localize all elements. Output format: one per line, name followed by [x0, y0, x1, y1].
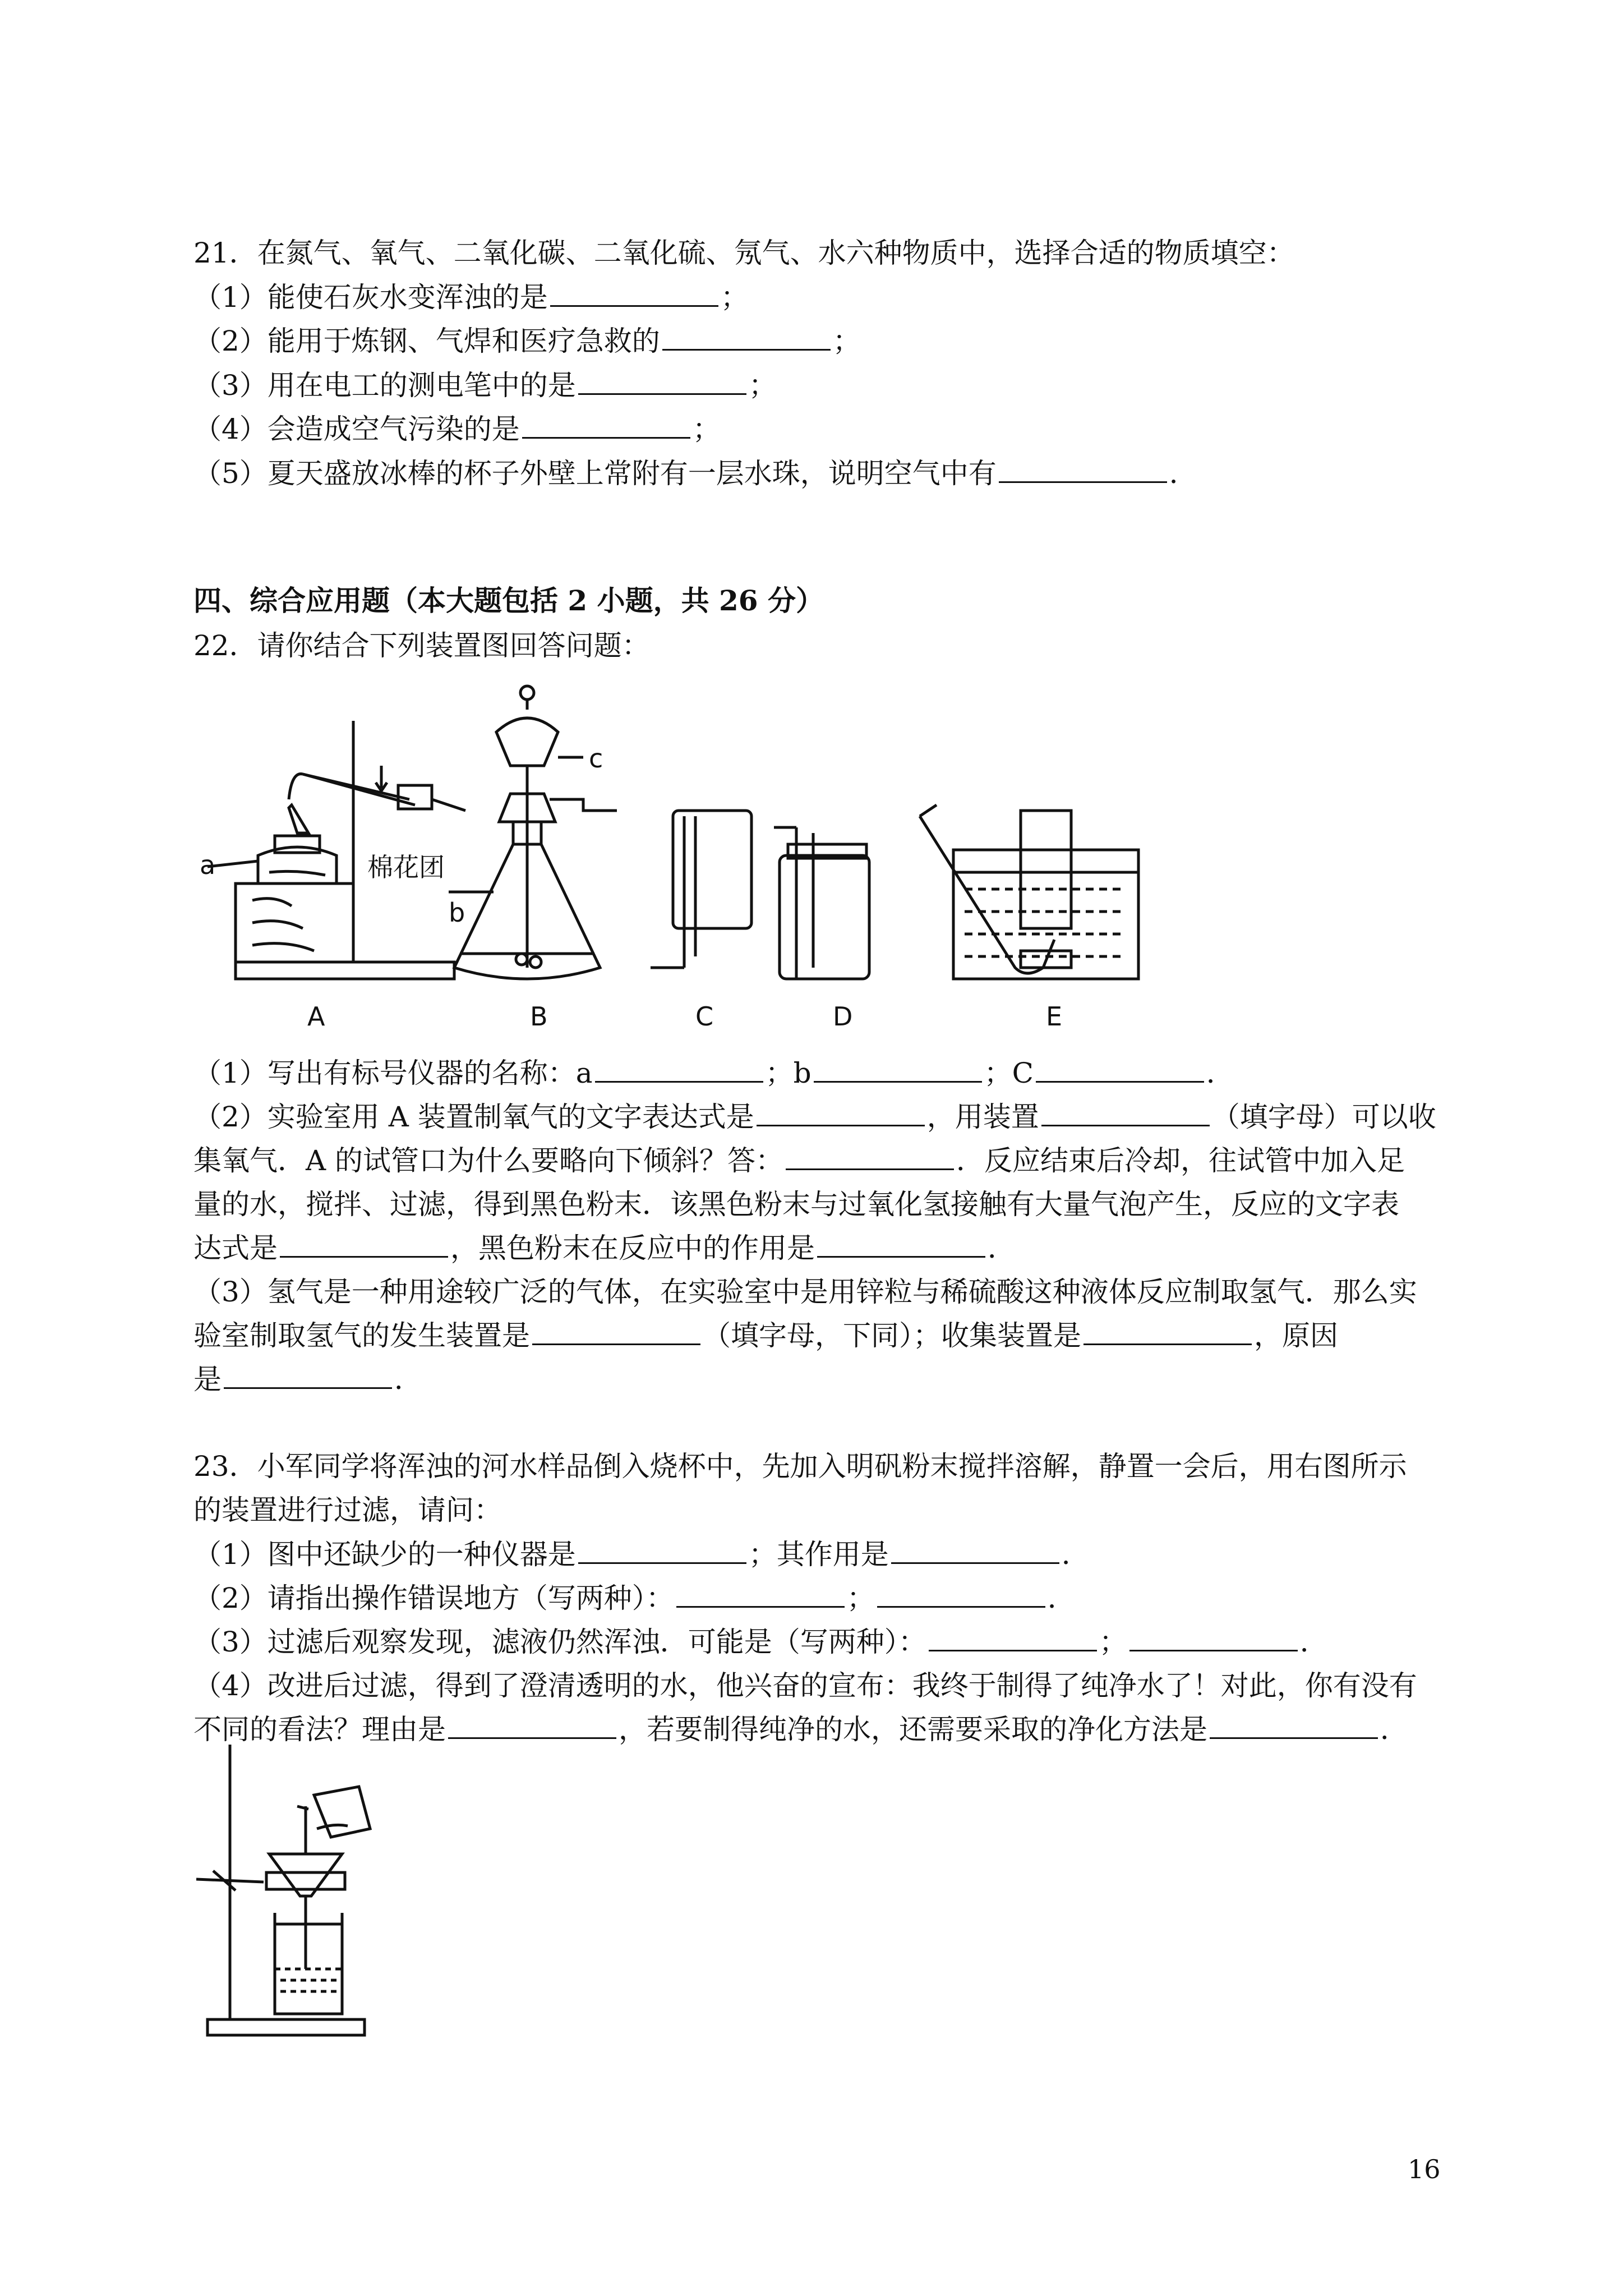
- q22-part3-line1: （3）氢气是一种用途较广泛的气体，在实验室中是用锌粒与稀硫酸这种液体反应制取氢气．那么实: [193, 1276, 1417, 1308]
- label-cotton: 棉花团: [367, 852, 445, 882]
- q23-part3: （3）过滤后观察发现，滤液仍然浑浊．可能是（写两种）： ； ．: [193, 1626, 1328, 1658]
- answer-blank[interactable]: [817, 1231, 985, 1258]
- answer-blank[interactable]: [1036, 1056, 1204, 1083]
- q21-item-5: （5）夏天盛放冰棒的杯子外壁上常附有一层水珠，说明空气中有 ．: [193, 457, 1197, 490]
- answer-blank[interactable]: [522, 412, 690, 439]
- q23-part4-line1: （4）改进后过滤，得到了澄清透明的水，他兴奋的宣布：我终于制得了纯净水了！对此，你有没有: [193, 1669, 1417, 1702]
- q21-item-3: （3）用在电工的测电笔中的是 ；: [193, 369, 777, 402]
- q23-part1: （1）图中还缺少的一种仪器是 ；其作用是 ．: [193, 1538, 1090, 1571]
- answer-blank[interactable]: [280, 1231, 448, 1258]
- q21-item-4: （4）会造成空气污染的是 ；: [193, 413, 721, 445]
- label-c: c: [589, 743, 603, 774]
- answer-blank[interactable]: [757, 1100, 925, 1126]
- q22-part2-line3: 量的水，搅拌、过滤，得到黑色粉末．该黑色粉末与过氧化氢接触有大量气泡产生，反应的文字表: [193, 1188, 1399, 1221]
- answer-blank[interactable]: [877, 1581, 1045, 1608]
- label-D: D: [833, 1001, 853, 1032]
- q22-part2-line2: 集氧气．A 的试管口为什么要略向下倾斜？答： ．反应结束后冷却，往试管中加入足: [193, 1144, 1405, 1177]
- q23-stem-line1: 23．小军同学将浑浊的河水样品倒入烧杯中，先加入明矾粉末搅拌溶解，静置一会后，用右图所示: [193, 1450, 1407, 1483]
- label-C: C: [695, 1001, 714, 1032]
- q21-item-2: （2）能用于炼钢、气焊和医疗急救的 ；: [193, 325, 861, 357]
- filtration-figure: [191, 1733, 415, 2042]
- answer-blank[interactable]: [1210, 1713, 1378, 1739]
- answer-blank[interactable]: [662, 324, 831, 351]
- answer-blank[interactable]: [224, 1363, 392, 1389]
- q21-item-1: （1）能使石灰水变浑浊的是 ；: [193, 281, 749, 314]
- answer-blank[interactable]: [532, 1319, 700, 1345]
- answer-blank[interactable]: [448, 1713, 616, 1739]
- section-heading: 四、综合应用题（本大题包括 2 小题，共 26 分）: [193, 584, 824, 617]
- answer-blank[interactable]: [1129, 1625, 1298, 1651]
- q22-part2-line1: （2）实验室用 A 装置制氧气的文字表达式是 ，用装置 （填字母）可以收: [193, 1101, 1436, 1133]
- answer-blank[interactable]: [786, 1144, 954, 1170]
- answer-blank[interactable]: [1083, 1319, 1252, 1345]
- label-b: b: [449, 898, 465, 928]
- answer-blank[interactable]: [676, 1581, 845, 1608]
- q23-part4-line2: 不同的看法？理由是 ，若要制得纯净的水，还需要采取的净化方法是 ．: [193, 1713, 1408, 1746]
- q22-part3-line3: 是 ．: [193, 1363, 422, 1396]
- apparatus-b: [449, 686, 617, 979]
- answer-blank[interactable]: [578, 369, 746, 395]
- label-a: a: [200, 850, 216, 880]
- q22-stem: 22．请你结合下列装置图回答问题：: [193, 629, 650, 662]
- q23-part2: （2）请指出操作错误地方（写两种）： ； ．: [193, 1582, 1076, 1614]
- answer-blank[interactable]: [891, 1538, 1059, 1564]
- answer-blank[interactable]: [814, 1056, 982, 1083]
- apparatus-e: [920, 805, 1138, 979]
- apparatus-c: [651, 811, 751, 968]
- page-number: 16: [1408, 2154, 1441, 2184]
- q22-part3-line2: 验室制取氢气的发生装置是 （填字母，下同）；收集装置是 ，原因: [193, 1319, 1338, 1352]
- answer-blank[interactable]: [595, 1056, 763, 1083]
- label-A: A: [307, 1001, 325, 1032]
- answer-blank[interactable]: [550, 280, 718, 307]
- label-E: E: [1046, 1001, 1063, 1032]
- answer-blank[interactable]: [1041, 1100, 1210, 1126]
- answer-blank[interactable]: [929, 1625, 1097, 1651]
- q23-stem-line2: 的装置进行过滤，请问：: [193, 1494, 502, 1526]
- q22-part1: （1）写出有标号仪器的名称：a ；b ；C ．: [193, 1057, 1234, 1089]
- answer-blank[interactable]: [999, 457, 1167, 483]
- answer-blank[interactable]: [578, 1538, 746, 1564]
- q21-stem: 21．在氮气、氧气、二氧化碳、二氧化硫、氖气、水六种物质中，选择合适的物质填空：: [193, 237, 1295, 269]
- label-B: B: [530, 1001, 548, 1032]
- q22-part2-line4: 达式是 ，黑色粉末在反应中的作用是 ．: [193, 1232, 1016, 1264]
- apparatus-d: [774, 827, 869, 979]
